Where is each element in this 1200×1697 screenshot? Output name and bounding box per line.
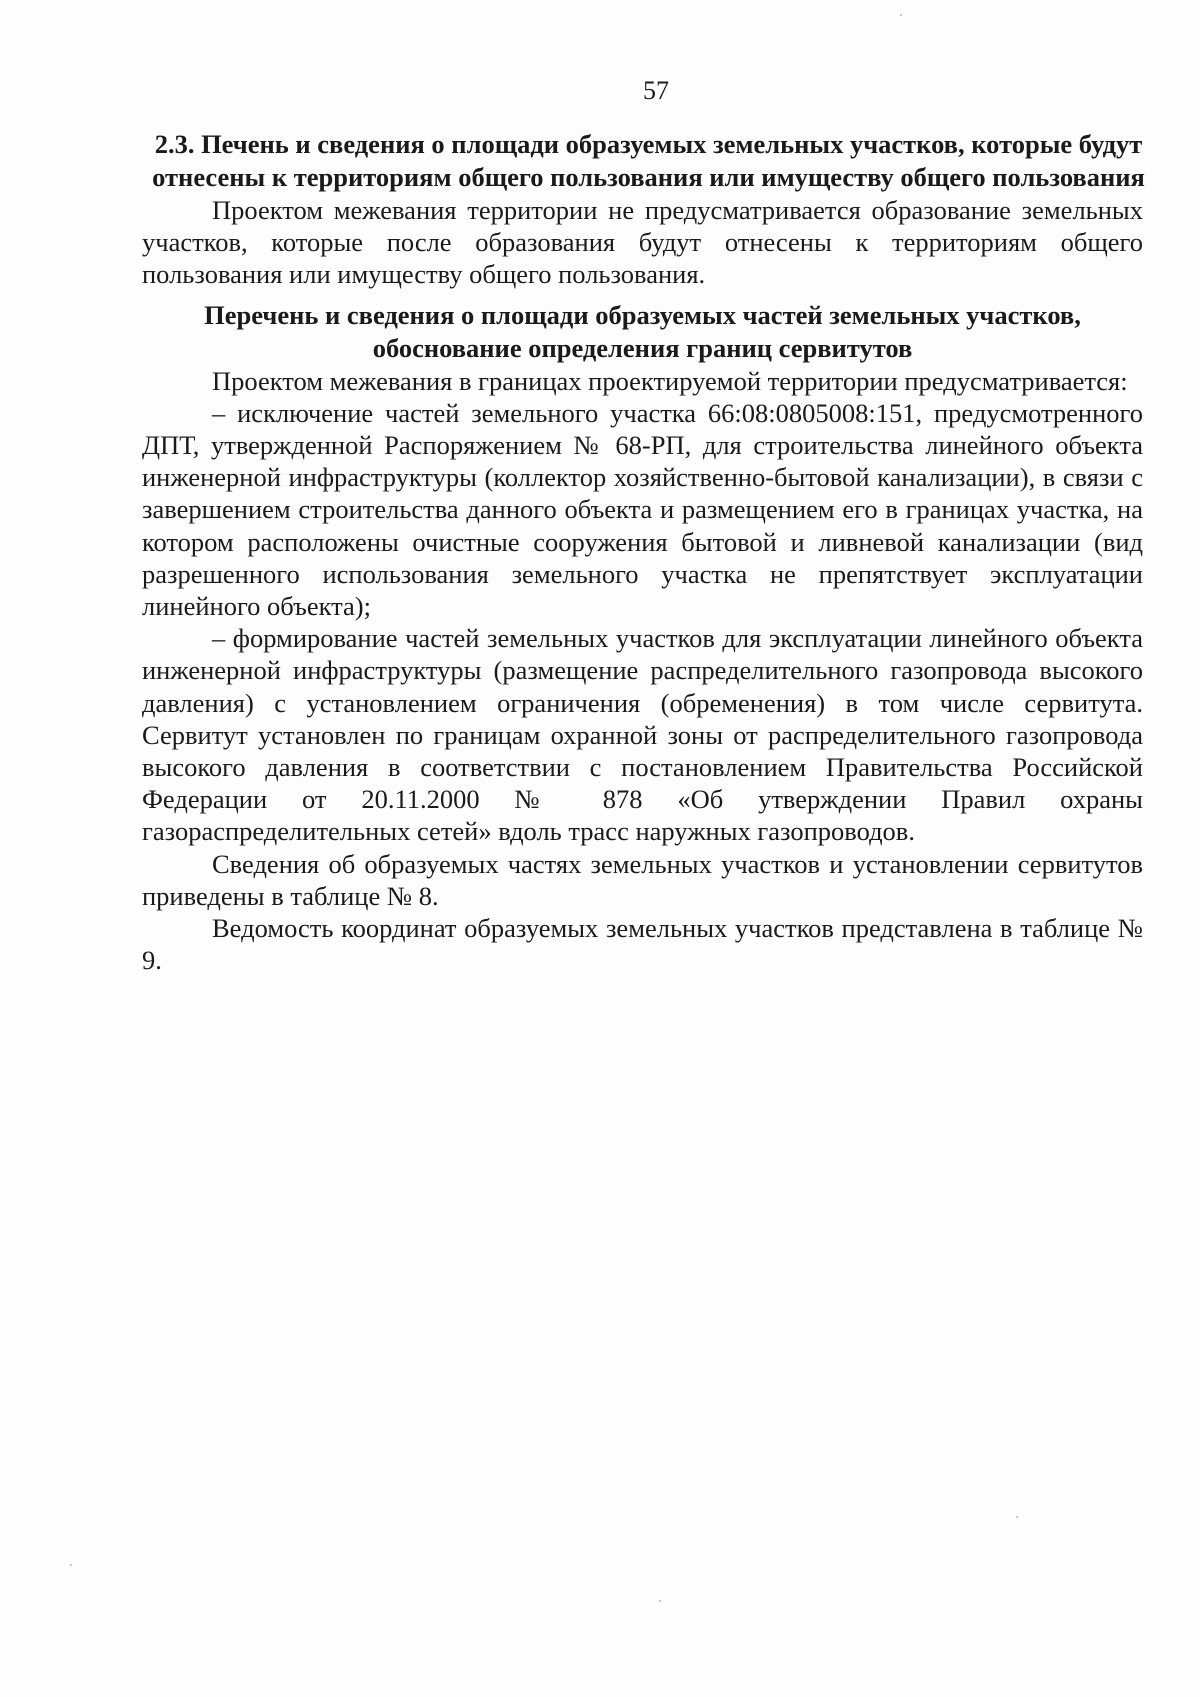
subheading-servitudes: Перечень и сведения о площади образуемых частей земельных участков, обоснование определения границ сервитутов (204, 299, 1081, 363)
paragraph-project-provides: Проектом межевания в границах проектируемой территории предусматривается: (212, 365, 1128, 396)
scan-speck (900, 14, 902, 16)
list-item-exclusion: – исключение частей земельного участка 66:08:0805008:151, предусмотренного ДПТ, утвержденной Распоряжением № 68-РП, для строительства линейного объекта инженерной инфраструктуры (коллектор хозяйственно-бытовой канализации), в связи с завершением строительства данного объекта и размещением его в границах участка, на котором расположены очистные сооружения бытовой и ливневой канализации (вид разрешенного использования земельного участка не препятствует эксплуатации линейного объекта); (142, 397, 1143, 622)
document-body (142, 128, 1143, 976)
page-number: 57 (643, 76, 669, 105)
list-item-formation: – формирование частей земельных участков для эксплуатации линейного объекта инженерной инфраструктуры (размещение распределительного газопровода высокого давления) с установлением ограничения (обременения) в том числе сервитута. Сервитут установлен по границам охранной зоны от распределительного газопровода высокого давления в соответствии с постановлением Правительства Российской Федерации от 20.11.2000 № 878 «Об утверждении Правил охраны газораспределительных сетей» вдоль трасс наружных газопроводов. (142, 623, 1143, 847)
scan-speck (1016, 1516, 1018, 1518)
section-heading: 2.3. Печень и сведения о площади образуемых земельных участков, которые будут отнесены к территориям общего пользования или имуществу общего пользования (152, 129, 1145, 192)
paragraph-table-8-reference: Сведения об образуемых частях земельных участков и установлении сервитутов приведены в таблице № 8. (142, 848, 1143, 911)
scan-speck (70, 1564, 72, 1566)
paragraph-no-public-land: Проектом межевания территории не предусматривается образование земельных участков, которые после образования будут отнесены к территориям общего пользования или имуществу общего пользования. (142, 195, 1143, 290)
paragraph-table-9-reference: Ведомость координат образуемых земельных участков представлена в таблице № 9. (142, 913, 1143, 976)
scan-speck (659, 1600, 661, 1602)
